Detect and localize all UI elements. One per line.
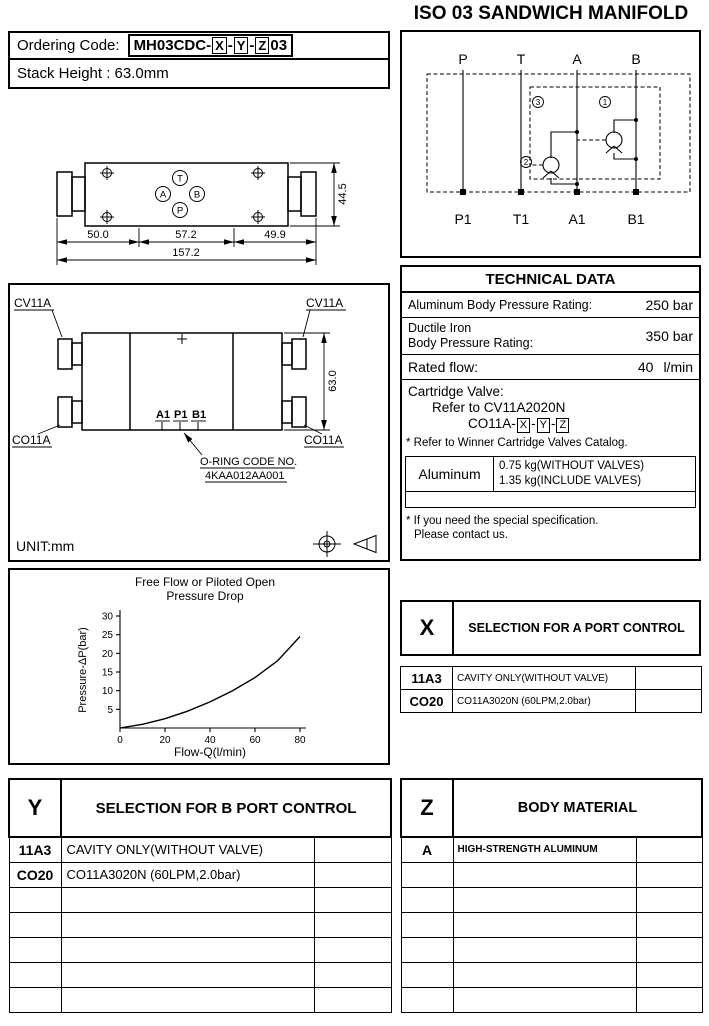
table-row-empty [9, 887, 391, 912]
z-key: Z [401, 779, 453, 837]
chart-title-line2: Pressure Drop [166, 589, 244, 603]
dim-w3: 49.9 [264, 229, 286, 241]
oring-code-number: 4KAA012AA001 [205, 470, 285, 482]
technical-data-panel [400, 265, 701, 561]
port-a1-label: A1 [156, 409, 171, 421]
dim-w2: 57.2 [175, 229, 197, 241]
dim-height: 63.0 [327, 370, 339, 392]
option-code: A [401, 837, 453, 862]
weight-without-valves: 0.75 kg(WITHOUT VALVES) [499, 459, 645, 472]
unit-label: UNIT:mm [16, 538, 75, 554]
aluminum-pressure-label: Aluminum Body Pressure Rating: [408, 297, 593, 312]
cartridge-code-prefix: CO11A- [468, 415, 516, 431]
x-tick-label: 0 [117, 735, 123, 746]
code-sep: - [249, 37, 255, 54]
table-row-empty [401, 887, 702, 912]
port-t-label: T [177, 173, 183, 185]
port-p1: P1 [454, 211, 472, 227]
y-tick-label: 30 [101, 611, 113, 623]
projection-cone-icon [354, 536, 376, 553]
port-t: T [516, 51, 526, 67]
weight-material: Aluminum [406, 457, 494, 491]
technical-data-title: TECHNICAL DATA [402, 267, 699, 293]
empty-cell [401, 862, 453, 887]
port-p: P [458, 51, 468, 67]
weight-include-valves: 1.35 kg(INCLUDE VALVES) [499, 474, 642, 487]
chart-xlabel: Flow-Q(l/min) [174, 745, 246, 759]
projection-target-icon [313, 531, 341, 557]
x-key: X [402, 602, 454, 654]
side-view-drawing [10, 285, 388, 560]
chart-axes [120, 610, 306, 728]
table-row [9, 837, 391, 862]
ductile-pressure-row [402, 318, 699, 355]
ductile-label-line2: Body Pressure Rating: [408, 336, 534, 350]
cartridge-y-box: Y [537, 418, 550, 433]
rated-flow-unit: l/min [663, 359, 693, 375]
bottom-port-labels [155, 409, 206, 421]
empty-cell [636, 937, 702, 962]
empty-cell [636, 667, 702, 690]
empty-cell [401, 987, 453, 1012]
option-code: 11A3 [9, 837, 61, 862]
empty-cell [61, 937, 314, 962]
pilot-lines [427, 74, 690, 192]
table-row-empty [401, 987, 702, 1012]
x-tick-label: 40 [204, 735, 216, 746]
junction-dots [460, 118, 639, 195]
co-right-label: CO11A [304, 433, 343, 447]
special-note [402, 508, 699, 543]
table-row-empty [9, 987, 391, 1012]
empty-cell [636, 912, 702, 937]
flow-lines [463, 70, 636, 192]
empty-cell [9, 887, 61, 912]
empty-cell [314, 937, 391, 962]
callout-2: 2 [523, 158, 529, 167]
chart-yticks [102, 612, 120, 716]
empty-cell [9, 962, 61, 987]
empty-cell [453, 987, 636, 1012]
option-description: CAVITY ONLY(WITHOUT VALVE) [453, 667, 636, 690]
y-key: Y [9, 779, 61, 837]
empty-cell [636, 862, 702, 887]
cartridge-line3 [408, 416, 693, 433]
ordering-code-label: Ordering Code: [17, 37, 120, 54]
empty-cell [636, 962, 702, 987]
empty-cell [636, 690, 702, 713]
empty-cell [314, 887, 391, 912]
empty-cell [314, 912, 391, 937]
hydraulic-schematic [400, 30, 701, 258]
y-tick-label: 20 [101, 648, 113, 660]
code-sep: - [531, 415, 536, 431]
empty-cell [453, 912, 636, 937]
empty-cell [61, 887, 314, 912]
z-body-material-table [400, 778, 703, 1013]
empty-cell [453, 887, 636, 912]
table-row [401, 667, 702, 690]
x-selection-header [400, 600, 701, 656]
code-sep: - [227, 37, 233, 54]
weight-row [406, 457, 695, 492]
empty-cell [401, 887, 453, 912]
option-description: CAVITY ONLY(WITHOUT VALVE) [61, 837, 314, 862]
width-dimensions [57, 218, 316, 265]
cv-left-label: CV11A [14, 296, 52, 310]
chart-xticks [117, 728, 306, 746]
y-tick-label: 15 [101, 667, 113, 679]
option-code: 11A3 [401, 667, 453, 690]
empty-cell [9, 937, 61, 962]
aluminum-pressure-value: 250 bar [645, 297, 693, 313]
aluminum-pressure-row [402, 293, 699, 318]
x-tick-label: 80 [294, 735, 306, 746]
port-b1-label: B1 [192, 409, 207, 421]
top-view-drawing [18, 138, 386, 286]
port-b-label: B [193, 189, 201, 201]
rated-flow-label: Rated flow: [408, 358, 479, 375]
empty-cell [61, 987, 314, 1012]
option-description: HIGH-STRENGTH ALUMINUM [453, 837, 636, 862]
x-header-label: SELECTION FOR A PORT CONTROL [468, 621, 685, 635]
table-row-empty [401, 912, 702, 937]
top-port-labels [458, 51, 640, 67]
ordering-code-row [10, 33, 388, 60]
empty-cell [453, 962, 636, 987]
ordering-box [8, 31, 390, 89]
page-title: ISO 03 SANDWICH MANIFOLD [413, 3, 689, 24]
option-description: CO11A3020N (60LPM,2.0bar) [453, 690, 636, 713]
chart-canvas [10, 570, 387, 762]
code-sep: - [550, 415, 556, 431]
table-row [9, 862, 391, 887]
option-code: CO20 [401, 690, 453, 713]
oring-callout [184, 433, 297, 482]
dim-w1: 50.0 [87, 229, 109, 241]
option-code: CO20 [9, 862, 61, 887]
y-tick-label: 25 [101, 630, 113, 642]
catalog-note: * Refer to Winner Cartridge Valves Catalog. [406, 436, 628, 449]
empty-cell [314, 962, 391, 987]
code-y-box: Y [234, 37, 249, 54]
height-dimension [290, 163, 349, 226]
empty-cell [314, 862, 391, 887]
chart-title-line1: Free Flow or Piloted Open [134, 575, 276, 589]
empty-cell [401, 937, 453, 962]
x-tick-label: 20 [159, 735, 171, 746]
stack-height-row: Stack Height : 63.0mm [17, 65, 169, 82]
cartridge-line2: Refer to CV11A2020N [432, 399, 566, 415]
empty-cell [401, 912, 453, 937]
cartridge-x-box: X [517, 418, 530, 433]
empty-cell [61, 912, 314, 937]
rated-flow-row [402, 355, 699, 380]
port-p1-label: P1 [174, 409, 188, 421]
ductile-pressure-value: 350 bar [645, 328, 693, 344]
cavity-callouts [12, 296, 346, 447]
z-header-label: BODY MATERIAL [453, 779, 702, 837]
table-row-empty [401, 937, 702, 962]
y-selection-table [8, 778, 392, 1013]
option-description: CO11A3020N (60LPM,2.0bar) [61, 862, 314, 887]
port-p-label: P [176, 205, 184, 217]
code-x-box: X [212, 37, 227, 54]
cartridge-z-box: Z [556, 418, 569, 433]
empty-cell [636, 987, 702, 1012]
empty-cell [636, 837, 702, 862]
code-z-box: Z [255, 37, 269, 54]
x-selection-table [400, 666, 702, 713]
port-a1: A1 [568, 211, 586, 227]
special-note-line1: * If you need the special specification. [406, 514, 599, 527]
table-row-empty [401, 862, 702, 887]
chart-ylabel: Pressure-ΔP(bar) [77, 627, 89, 713]
port-a: A [572, 51, 582, 67]
special-note-line2: Please contact us. [414, 529, 508, 542]
co-left-label: CO11A [12, 433, 51, 447]
z-table-header [401, 779, 702, 837]
ductile-label-line1: Ductile Iron [408, 321, 472, 335]
pressure-drop-chart [8, 568, 390, 765]
ordering-code [128, 34, 294, 57]
code-suffix: 03 [270, 37, 288, 54]
dim-total: 157.2 [172, 247, 200, 259]
y-tick-label: 5 [107, 704, 113, 716]
empty-cell [453, 937, 636, 962]
chart-curve [120, 637, 300, 729]
y-table-header [9, 779, 391, 837]
table-row-empty [9, 962, 391, 987]
cartridge-line1: Cartridge Valve: [408, 384, 504, 399]
weight-table [405, 456, 696, 508]
table-row-empty [9, 937, 391, 962]
empty-cell [401, 962, 453, 987]
empty-cell [314, 837, 391, 862]
dim-height: 44.5 [337, 183, 349, 205]
port-b: B [631, 51, 641, 67]
side-view-box [8, 283, 390, 562]
oring-code-label: O-RING CODE NO. [200, 456, 298, 468]
weight-empty-row [406, 492, 695, 507]
y-tick-label: 10 [101, 686, 113, 698]
callout-1: 1 [602, 98, 608, 107]
port-a-label: A [159, 189, 167, 201]
rated-flow-value: 40 [637, 359, 654, 375]
empty-cell [9, 912, 61, 937]
cv-right-label: CV11A [306, 296, 344, 310]
x-tick-label: 60 [249, 735, 261, 746]
valve-body-outline [57, 163, 316, 226]
empty-cell [453, 862, 636, 887]
schematic-drawing [402, 32, 699, 256]
table-row [401, 837, 702, 862]
table-row-empty [9, 912, 391, 937]
table-row-empty [401, 962, 702, 987]
empty-cell [314, 987, 391, 1012]
port-t1: T1 [512, 211, 530, 227]
cartridge-valve-block [402, 380, 699, 434]
port-b1: B1 [627, 211, 645, 227]
table-row [401, 690, 702, 713]
port-symbols [156, 171, 205, 218]
empty-cell [61, 962, 314, 987]
bottom-port-labels [454, 211, 644, 227]
y-header-label: SELECTION FOR B PORT CONTROL [61, 779, 391, 837]
empty-cell [9, 987, 61, 1012]
code-prefix: MH03CDC- [133, 37, 212, 54]
callout-3: 3 [535, 98, 541, 107]
empty-cell [636, 887, 702, 912]
